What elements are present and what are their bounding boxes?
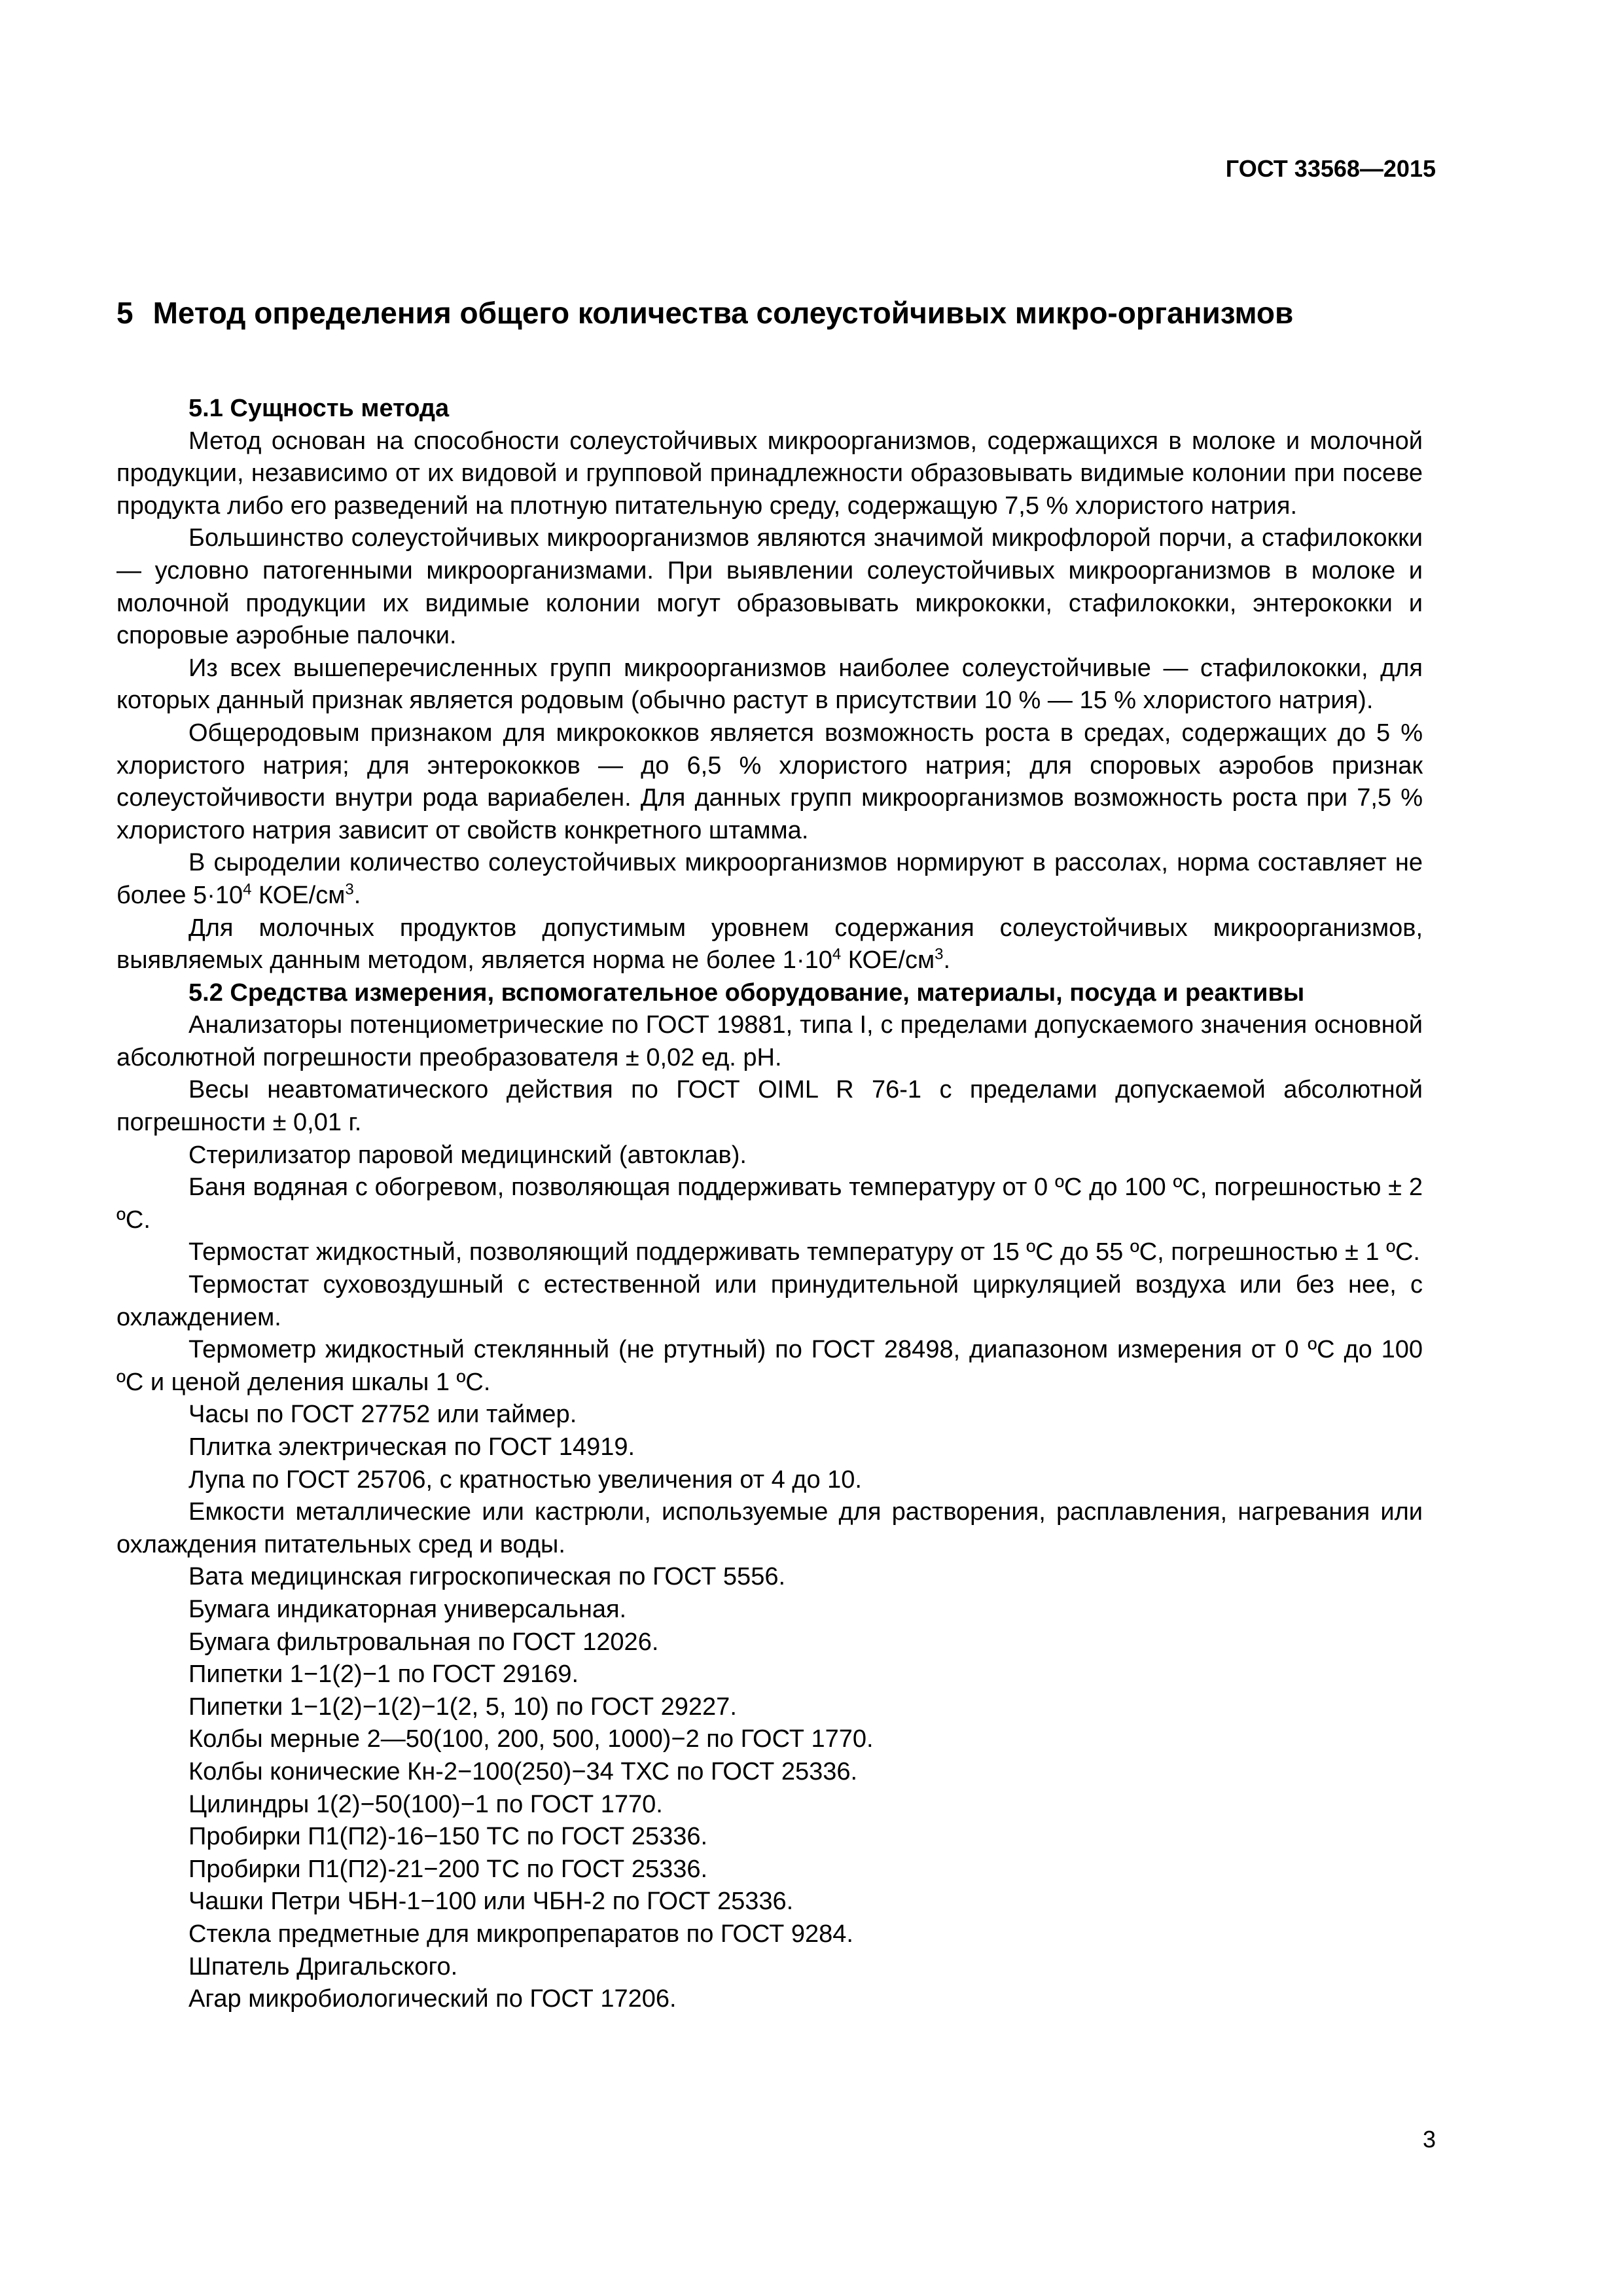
equipment-item: Баня водяная с обогревом, позволяющая поддерживать температуру от 0 ºС до 100 ºС, погрешностью ± 2 ºС. — [116, 1174, 1423, 1234]
equipment-item: Термостат жидкостный, позволяющий поддерживать температуру от 15 ºС до 55 ºС, погрешностью ± 1 ºС. — [188, 1238, 1420, 1266]
equipment-item: Емкости металлические или кастрюли, используемые для растворения, расплавления, нагревания или охлаждения питательных сред и воды. — [116, 1498, 1423, 1558]
equipment-item: Пипетки 1−1(2)−1(2)−1(2, 5, 10) по ГОСТ 29227. — [188, 1693, 737, 1721]
equipment-item: Весы неавтоматического действия по ГОСТ OIML R 76-1 с пределами допускаемой абсолютной погрешности ± 0,01 г. — [116, 1076, 1423, 1137]
subsection-2-heading: 5.2 Средства измерения, вспомогательное оборудование, материалы, посуда и реактивы — [188, 978, 1305, 1007]
norm-text: Для молочных продуктов допустимым уровнем содержания солеустойчивых микроорганизмов, выявляемых данным методом, является норма не более 1·10 — [116, 914, 1423, 975]
paragraph: Большинство солеустойчивых микроорганизмов являются значимой микрофлорой порчи, а стафилококки — условно патогенными микроорганизмами. При выявлении солеустойчивых микроорганизмов в молоке и молочной продукции их видимые колонии могут образовывать микрококки, стафилококки, энтерококки и споровые аэробные палочки. — [116, 524, 1423, 650]
equipment-item: Бумага индикаторная универсальная. — [188, 1595, 627, 1623]
equipment-item: Цилиндры 1(2)−50(100)−1 по ГОСТ 1770. — [188, 1790, 663, 1818]
equipment-item: Часы по ГОСТ 27752 или таймер. — [188, 1401, 577, 1429]
equipment-item: Пипетки 1−1(2)−1 по ГОСТ 29169. — [188, 1660, 579, 1689]
equipment-item: Термометр жидкостный стеклянный (не ртутный) по ГОСТ 28498, диапазоном измерения от 0 ºС до 100 ºС и ценой деления шкалы 1 ºС. — [116, 1336, 1423, 1396]
equipment-item: Колбы мерные 2—50(100, 200, 500, 1000)−2 по ГОСТ 1770. — [188, 1725, 874, 1753]
equipment-item: Вата медицинская гигроскопическая по ГОСТ 5556. — [188, 1563, 786, 1591]
section-title-text: Метод определения общего количества солеустойчивых микро-организмов — [152, 296, 1294, 330]
equipment-item: Анализаторы потенциометрические по ГОСТ 19881, типа I, с пределами допускаемого значения основной абсолютной погрешности преобразователя ± 0,02 ед. pH. — [116, 1011, 1423, 1071]
section-number: 5 — [116, 296, 134, 330]
norm-end: . — [943, 946, 950, 975]
equipment-item: Шпатель Дригальского. — [188, 1952, 458, 1981]
norm-paragraph-cheese — [116, 847, 1423, 912]
paragraph: Из всех вышеперечисленных групп микроорганизмов наиболее солеустойчивые — стафилококки, для которых данный признак является родовым (обычно растут в присутствии 10 % — 15 % хлористого натрия). — [116, 654, 1423, 715]
norm-exponent: 4 — [832, 945, 842, 963]
section-title — [116, 293, 1423, 332]
equipment-item: Стерилизатор паровой медицинский (автоклав). — [188, 1141, 747, 1169]
norm-unit-exponent: 3 — [345, 880, 354, 899]
equipment-item: Лупа по ГОСТ 25706, с кратностью увеличения от 4 до 10. — [188, 1465, 862, 1494]
document-body — [116, 393, 1423, 2016]
norm-paragraph-dairy — [116, 912, 1423, 977]
equipment-item: Чашки Петри ЧБН-1−100 или ЧБН-2 по ГОСТ 25336. — [188, 1888, 794, 1916]
subsection-1-heading: 5.1 Сущность метода — [188, 395, 450, 422]
norm-exponent: 4 — [243, 880, 252, 899]
norm-end: . — [353, 881, 361, 909]
standard-code: ГОСТ 33568—2015 — [1225, 155, 1436, 182]
norm-unit: КОЕ/см — [841, 946, 935, 975]
norm-unit: КОЕ/см — [251, 881, 346, 909]
equipment-item: Бумага фильтровальная по ГОСТ 12026. — [188, 1628, 659, 1656]
paragraph: Метод основан на способности солеустойчивых микроорганизмов, содержащихся в молоке и молочной продукции, независимо от их видовой и групповой принадлежности образовывать видимые колонии при посеве продукта либо его разведений на плотную питательную среду, содержащую 7,5 % хлористого натрия. — [116, 427, 1423, 520]
norm-unit-exponent: 3 — [935, 945, 944, 963]
page-number: 3 — [1422, 2126, 1436, 2153]
equipment-item: Агар микробиологический по ГОСТ 17206. — [188, 1985, 677, 2013]
equipment-item: Пробирки П1(П2)-21−200 ТС по ГОСТ 25336. — [188, 1855, 708, 1883]
equipment-item: Плитка электрическая по ГОСТ 14919. — [188, 1433, 635, 1461]
equipment-item: Пробирки П1(П2)-16−150 ТС по ГОСТ 25336. — [188, 1823, 708, 1851]
paragraph: Общеродовым признаком для микрококков является возможность роста в средах, содержащих до 5 % хлористого натрия; для энтерококков — до 6,5 % хлористого натрия; для споровых аэробов признак солеустойчивости внутри рода вариабелен. Для данных групп микроорганизмов возможность роста при 7,5 % хлористого натрия зависит от свойств конкретного штамма. — [116, 719, 1423, 844]
equipment-item: Термостат суховоздушный с естественной или принудительной циркуляцией воздуха или без нее, с охлаждением. — [116, 1271, 1423, 1331]
norm-text: В сыроделии количество солеустойчивых микроорганизмов нормируют в рассолах, норма составляет не более 5·10 — [116, 849, 1423, 909]
equipment-item: Колбы конические Кн-2−100(250)−34 ТХС по ГОСТ 25336. — [188, 1757, 858, 1785]
equipment-item: Стекла предметные для микропрепаратов по ГОСТ 9284. — [188, 1920, 853, 1948]
